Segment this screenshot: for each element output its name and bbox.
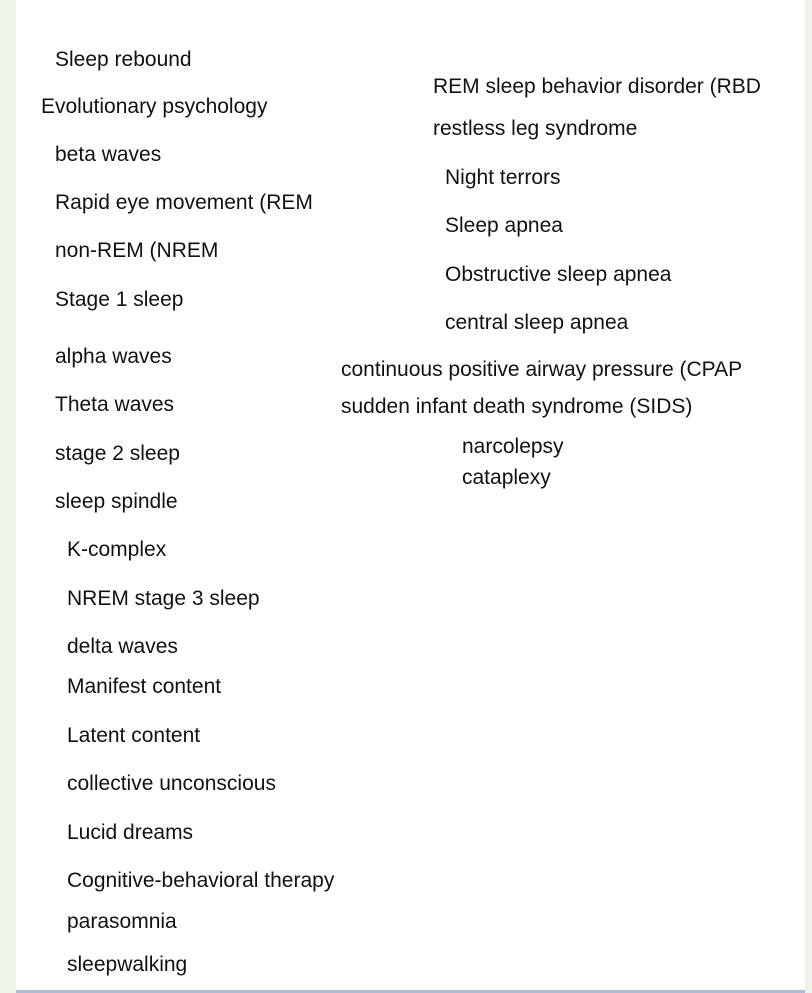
term-nrem-stage-3-sleep[interactable]: NREM stage 3 sleep xyxy=(67,587,260,610)
term-sids[interactable]: sudden infant death syndrome (SIDS) xyxy=(341,395,693,418)
term-rapid-eye-movement[interactable]: Rapid eye movement (REM xyxy=(55,191,313,214)
term-lucid-dreams[interactable]: Lucid dreams xyxy=(67,821,194,844)
term-delta-waves[interactable]: delta waves xyxy=(67,635,178,658)
term-theta-waves[interactable]: Theta waves xyxy=(55,393,175,416)
term-stage-1-sleep[interactable]: Stage 1 sleep xyxy=(55,288,184,311)
term-manifest-content[interactable]: Manifest content xyxy=(67,675,222,698)
term-parasomnia[interactable]: parasomnia xyxy=(67,910,177,933)
term-cpap[interactable]: continuous positive airway pressure (CPAP xyxy=(341,358,743,381)
term-sleepwalking[interactable]: sleepwalking xyxy=(67,953,188,976)
term-narcolepsy[interactable]: narcolepsy xyxy=(462,435,564,458)
term-k-complex[interactable]: K-complex xyxy=(67,538,167,561)
term-collective-unconscious[interactable]: collective unconscious xyxy=(67,772,276,795)
term-sleep-rebound[interactable]: Sleep rebound xyxy=(55,48,192,71)
term-evolutionary-psychology[interactable]: Evolutionary psychology xyxy=(41,95,268,118)
term-cataplexy[interactable]: cataplexy xyxy=(462,466,551,489)
term-central-sleep-apnea[interactable]: central sleep apnea xyxy=(445,311,629,334)
term-latent-content[interactable]: Latent content xyxy=(67,724,201,747)
term-non-rem[interactable]: non-REM (NREM xyxy=(55,239,219,262)
term-beta-waves[interactable]: beta waves xyxy=(55,143,162,166)
term-alpha-waves[interactable]: alpha waves xyxy=(55,345,172,368)
term-sleep-spindle[interactable]: sleep spindle xyxy=(55,490,178,513)
term-night-terrors[interactable]: Night terrors xyxy=(445,166,561,189)
term-obstructive-sleep-apnea[interactable]: Obstructive sleep apnea xyxy=(445,263,672,286)
term-sleep-apnea[interactable]: Sleep apnea xyxy=(445,214,563,237)
term-restless-leg-syndrome[interactable]: restless leg syndrome xyxy=(433,117,638,140)
term-cognitive-behavioral-therapy[interactable]: Cognitive-behavioral therapy xyxy=(67,869,335,892)
term-stage-2-sleep[interactable]: stage 2 sleep xyxy=(55,442,180,465)
term-rem-sleep-behavior-disorder[interactable]: REM sleep behavior disorder (RBD xyxy=(433,75,761,98)
